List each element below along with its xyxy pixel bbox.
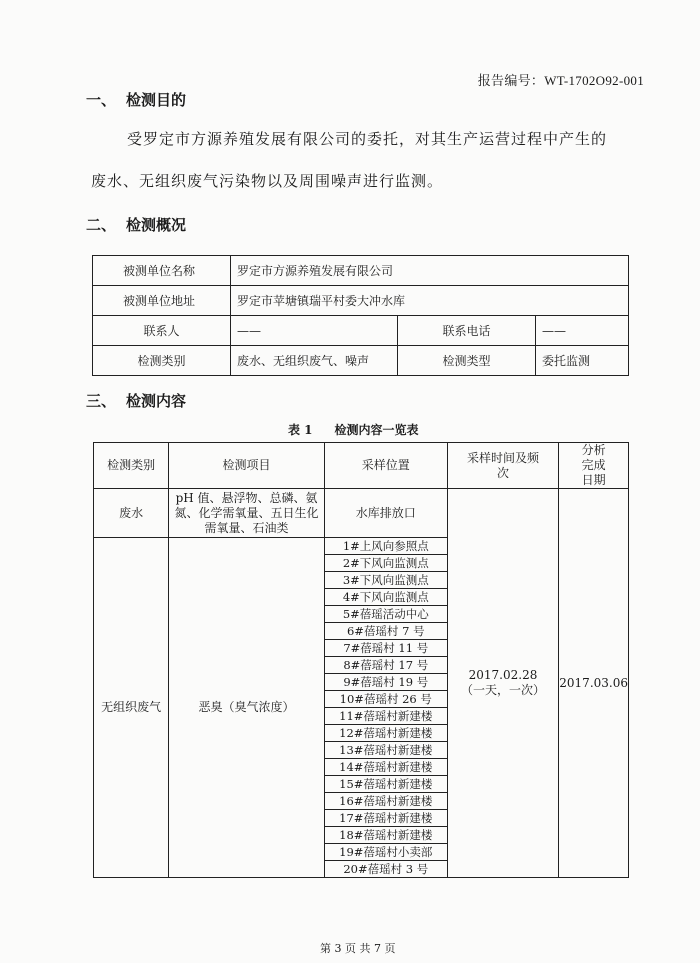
purpose-text-line1: 受罗定市方源养殖发展有限公司的委托，对其生产运营过程中产生的 <box>127 130 608 148</box>
sampling-point: 4#下风向监测点 <box>324 589 447 606</box>
section-heading-content: 三、 检测内容 <box>86 392 187 410</box>
category-cell: 无组织废气 <box>94 538 169 878</box>
column-header: 采样时间及频次 <box>447 443 559 489</box>
table-row <box>93 286 629 316</box>
sample-date: 2017.02.28 <box>468 668 538 682</box>
sampling-point: 3#下风向监测点 <box>324 572 447 589</box>
overview-label: 联系人 <box>93 316 231 346</box>
category-cell: 废水 <box>94 489 169 538</box>
overview-value: 委托监测 <box>536 346 629 376</box>
table-header-row <box>94 443 629 489</box>
analysis-date-cell: 2017.03.06 <box>559 489 629 878</box>
sampling-point: 16#蓓瑶村新建楼 <box>324 793 447 810</box>
overview-value: 罗定市方源养殖发展有限公司 <box>231 256 629 286</box>
overview-value: 废水、无组织废气、噪声 <box>231 346 398 376</box>
table-row <box>93 316 629 346</box>
sample-time-cell <box>447 489 559 878</box>
report-number: 报告编号：WT-1702O92-001 <box>477 73 644 88</box>
sampling-point: 19#蓓瑶村小卖部 <box>324 844 447 861</box>
overview-value: —— <box>231 316 398 346</box>
sampling-point: 20#蓓瑶村 3 号 <box>324 861 447 878</box>
content-table <box>93 442 629 878</box>
table-caption: 表 1 检测内容一览表 <box>288 423 419 437</box>
sampling-point: 2#下风向监测点 <box>324 555 447 572</box>
overview-label: 联系电话 <box>398 316 536 346</box>
sampling-point: 15#蓓瑶村新建楼 <box>324 776 447 793</box>
overview-value: —— <box>536 316 629 346</box>
location-cell: 水库排放口 <box>324 489 447 538</box>
section-heading-overview: 二、 检测概况 <box>86 216 187 234</box>
sampling-point: 9#蓓瑶村 19 号 <box>324 674 447 691</box>
sampling-point: 8#蓓瑶村 17 号 <box>324 657 447 674</box>
table-row <box>93 346 629 376</box>
items-cell: 恶臭（臭气浓度） <box>169 538 325 878</box>
table-row <box>94 489 629 538</box>
page-footer: 第 3 页 共 7 页 <box>320 942 396 955</box>
items-cell: pH 值、悬浮物、总磷、氨氮、化学需氧量、五日生化需氧量、石油类 <box>169 489 325 538</box>
sampling-point: 10#蓓瑶村 26 号 <box>324 691 447 708</box>
sampling-point: 14#蓓瑶村新建楼 <box>324 759 447 776</box>
overview-label: 检测类型 <box>398 346 536 376</box>
column-header: 采样位置 <box>324 443 447 489</box>
sampling-point: 17#蓓瑶村新建楼 <box>324 810 447 827</box>
sampling-point: 6#蓓瑶村 7 号 <box>324 623 447 640</box>
sampling-point: 1#上风向参照点 <box>324 538 447 555</box>
sampling-point: 18#蓓瑶村新建楼 <box>324 827 447 844</box>
overview-table <box>92 255 629 376</box>
sampling-point: 11#蓓瑶村新建楼 <box>324 708 447 725</box>
overview-label: 被测单位地址 <box>93 286 231 316</box>
table-row <box>93 256 629 286</box>
column-header: 检测项目 <box>169 443 325 489</box>
overview-label: 被测单位名称 <box>93 256 231 286</box>
sample-frequency: （一天，一次） <box>461 683 546 697</box>
sampling-point: 12#蓓瑶村新建楼 <box>324 725 447 742</box>
purpose-text-line2: 废水、无组织废气污染物以及周围噪声进行监测。 <box>91 172 444 190</box>
sampling-point: 5#蓓瑶活动中心 <box>324 606 447 623</box>
column-header: 检测类别 <box>94 443 169 489</box>
section-heading-purpose: 一、 检测目的 <box>86 91 187 109</box>
overview-value: 罗定市苹塘镇瑞平村委大冲水库 <box>231 286 629 316</box>
sampling-point: 7#蓓瑶村 11 号 <box>324 640 447 657</box>
sampling-point: 13#蓓瑶村新建楼 <box>324 742 447 759</box>
overview-label: 检测类别 <box>93 346 231 376</box>
column-header: 分析完成日期 <box>559 443 629 489</box>
